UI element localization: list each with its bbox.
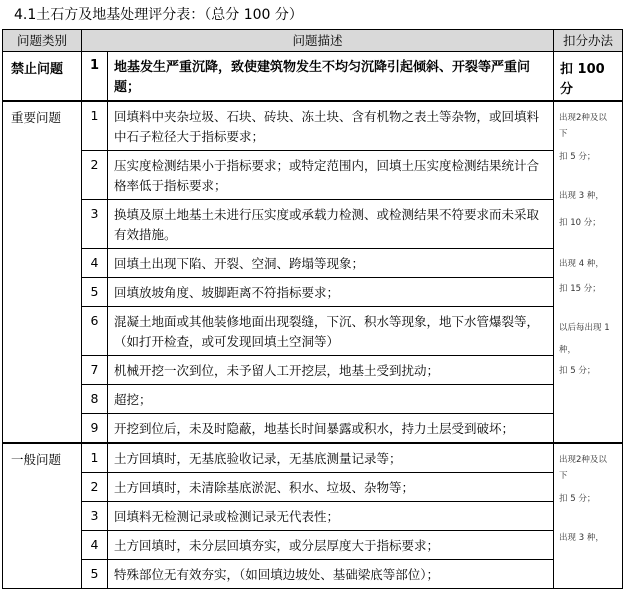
row-description: 回填料无检测记录或检测记录无代表性； bbox=[108, 502, 554, 531]
score-line: 出现2种及以 bbox=[559, 455, 607, 465]
score-line: 扣 15 分； bbox=[559, 284, 601, 294]
score-important bbox=[554, 101, 623, 443]
row-number: 5 bbox=[82, 278, 108, 307]
row-description: 机械开挖一次到位，未予留人工开挖层，地基土受到扰动； bbox=[108, 356, 554, 385]
score-line: 出现 3 种， bbox=[559, 533, 604, 543]
row-number: 3 bbox=[82, 502, 108, 531]
row-number: 1 bbox=[82, 443, 108, 473]
table-row bbox=[3, 307, 623, 356]
row-number: 4 bbox=[82, 531, 108, 560]
score-line: 下 bbox=[559, 471, 568, 481]
row-description: 回填料中夹杂垃圾、石块、砖块、冻土块、含有机物之表土等杂物，或回填料中石子粒径大于指标要求； bbox=[108, 101, 554, 151]
row-description: 地基发生严重沉降，致使建筑物发生不均匀沉降引起倾斜、开裂等严重问题； bbox=[108, 52, 554, 102]
header-category: 问题类别 bbox=[3, 30, 82, 52]
row-number: 2 bbox=[82, 151, 108, 200]
row-number: 8 bbox=[82, 385, 108, 414]
score-line: 扣 5 分； bbox=[559, 366, 596, 376]
row-number: 3 bbox=[82, 200, 108, 249]
table-row bbox=[3, 473, 623, 502]
category-prohibited: 禁止问题 bbox=[3, 52, 82, 102]
row-number: 9 bbox=[82, 414, 108, 444]
row-description: 换填及原土地基土未进行压实度或承载力检测、或检测结果不符要求而未采取有效措施。 bbox=[108, 200, 554, 249]
score-line: 扣 5 分； bbox=[559, 494, 596, 504]
score-line: 下 bbox=[559, 129, 568, 139]
score-line: 出现 3 种， bbox=[559, 191, 604, 201]
row-description: 特殊部位无有效夯实，（如回填边坡处、基础梁底等部位）； bbox=[108, 560, 554, 589]
score-line: 扣 10 分； bbox=[559, 218, 601, 228]
table-row bbox=[3, 560, 623, 589]
row-number: 7 bbox=[82, 356, 108, 385]
score-line: 出现 4 种， bbox=[559, 259, 604, 269]
score-line: 出现2种及以 bbox=[559, 113, 607, 123]
table-row bbox=[3, 249, 623, 278]
page-title: 4.1土石方及地基处理评分表：（总分 100 分） bbox=[14, 7, 303, 23]
row-number: 4 bbox=[82, 249, 108, 278]
table-row bbox=[3, 200, 623, 249]
score-line: 种， bbox=[559, 345, 577, 355]
row-number: 1 bbox=[82, 52, 108, 102]
table-row bbox=[3, 52, 623, 102]
row-description: 混凝土地面或其他装修地面出现裂缝，下沉、积水等现象，地下水管爆裂等，（如打开检查，或可发现回填土空洞等） bbox=[108, 307, 554, 356]
table-row bbox=[3, 385, 623, 414]
table-row bbox=[3, 443, 623, 473]
category-important: 重要问题 bbox=[3, 101, 82, 443]
row-number: 6 bbox=[82, 307, 108, 356]
row-description: 土方回填时，未清除基底淤泥、积水、垃圾、杂物等； bbox=[108, 473, 554, 502]
header-scoring: 扣分办法 bbox=[554, 30, 623, 52]
row-number: 2 bbox=[82, 473, 108, 502]
header-description: 问题描述 bbox=[82, 30, 554, 52]
row-description: 土方回填时，无基底验收记录，无基底测量记录等； bbox=[108, 443, 554, 473]
row-description: 开挖到位后，未及时隐蔽，地基长时间暴露或积水，持力土层受到破坏； bbox=[108, 414, 554, 444]
table-row bbox=[3, 278, 623, 307]
score-line: 以后每出现 1 bbox=[559, 323, 610, 333]
table-row bbox=[3, 414, 623, 444]
scoring-table bbox=[2, 29, 623, 589]
row-score: 扣 100 分 bbox=[554, 52, 623, 102]
row-description: 回填土出现下陷、开裂、空洞、跨塌等现象； bbox=[108, 249, 554, 278]
score-general bbox=[554, 443, 623, 589]
row-number: 1 bbox=[82, 101, 108, 151]
row-number: 5 bbox=[82, 560, 108, 589]
row-description: 超挖； bbox=[108, 385, 554, 414]
table-row bbox=[3, 502, 623, 531]
category-general: 一般问题 bbox=[3, 443, 82, 589]
row-description: 土方回填时，未分层回填夯实，或分层厚度大于指标要求； bbox=[108, 531, 554, 560]
row-description: 回填放坡角度、坡脚距离不符指标要求； bbox=[108, 278, 554, 307]
table-header-row bbox=[3, 30, 623, 52]
table-row bbox=[3, 101, 623, 151]
table-row bbox=[3, 151, 623, 200]
score-line: 扣 5 分； bbox=[559, 152, 596, 162]
row-description: 压实度检测结果小于指标要求；或特定范围内，回填土压实度检测结果统计合格率低于指标要求； bbox=[108, 151, 554, 200]
table-row bbox=[3, 531, 623, 560]
table-row bbox=[3, 356, 623, 385]
